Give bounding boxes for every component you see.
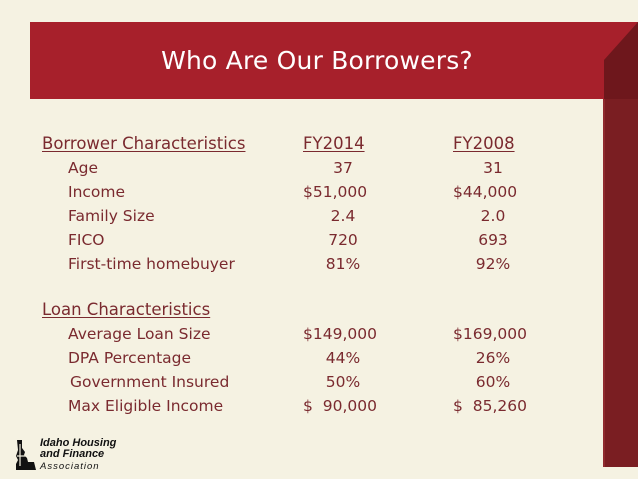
row-label: Government Insured: [70, 373, 230, 391]
row-label: DPA Percentage: [68, 349, 192, 367]
table-row: [42, 252, 602, 276]
fy2014-value: 81%: [325, 255, 361, 273]
fy2014-value: 37: [333, 159, 353, 177]
row-label: FICO: [68, 231, 105, 249]
fy2008-value: $169,000: [453, 325, 527, 343]
section-gap: [42, 276, 602, 298]
fy2008-value: 26%: [475, 349, 511, 367]
table-row: [42, 204, 602, 228]
fy2008-value: $44,000: [453, 183, 518, 201]
row-label: Age: [68, 159, 98, 177]
table-row: [42, 180, 602, 204]
table-row: [42, 370, 602, 394]
fy2008-column-header: FY2008: [453, 134, 515, 153]
table-header-row: [42, 132, 602, 156]
characteristics-table: [42, 132, 602, 418]
table-row: [42, 228, 602, 252]
fy2008-value: $ 85,260: [453, 397, 527, 415]
fy2014-value: 720: [328, 231, 358, 249]
fy2014-column-header: FY2014: [303, 134, 365, 153]
logo-line-3: Association: [40, 461, 100, 472]
ihfa-logo: [14, 438, 144, 472]
logo-line-2: and Finance: [40, 448, 105, 460]
fy2014-value: 50%: [325, 373, 361, 391]
slide-title: Who Are Our Borrowers?: [161, 46, 473, 75]
fy2008-value: 60%: [475, 373, 511, 391]
logo-line-1: Idaho Housing: [40, 437, 117, 449]
fy2014-value: $51,000: [303, 183, 368, 201]
fy2008-value: 92%: [475, 255, 511, 273]
table-row: [42, 156, 602, 180]
fy2014-value: $149,000: [303, 325, 377, 343]
loan-characteristics-heading: Loan Characteristics: [42, 300, 211, 319]
loan-section-header-row: [42, 298, 602, 322]
fy2008-value: 31: [483, 159, 503, 177]
row-label: Average Loan Size: [68, 325, 211, 343]
row-label: Income: [68, 183, 126, 201]
row-label: Max Eligible Income: [68, 397, 224, 415]
fy2014-value: 44%: [325, 349, 361, 367]
logo-wordmark: [40, 438, 116, 460]
fy2008-value: 693: [478, 231, 508, 249]
table-row: [42, 322, 602, 346]
fy2014-value: $ 90,000: [303, 397, 377, 415]
row-label: First-time homebuyer: [68, 255, 235, 273]
fy2014-value: 2.4: [330, 207, 356, 225]
fy2008-value: 2.0: [480, 207, 506, 225]
idaho-state-shape-icon: [14, 440, 38, 470]
borrower-characteristics-heading: Borrower Characteristics: [42, 134, 246, 153]
table-row: [42, 394, 602, 418]
table-row: [42, 346, 602, 370]
title-banner-fold: [604, 22, 638, 60]
row-label: Family Size: [68, 207, 155, 225]
